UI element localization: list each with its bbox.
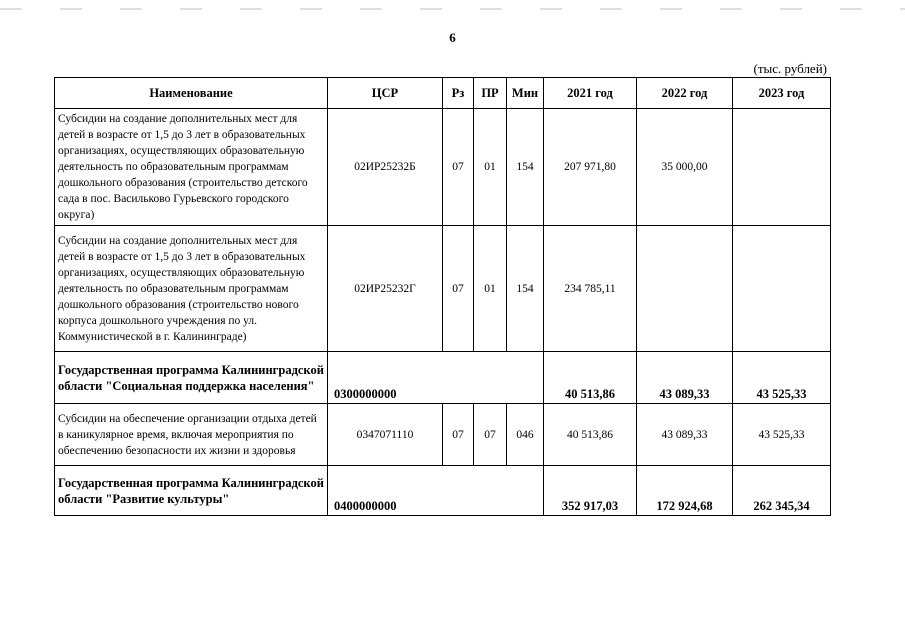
program-2022: 43 089,33 (637, 352, 733, 404)
row-pr: 01 (474, 109, 507, 226)
header-2022: 2022 год (637, 78, 733, 109)
row-2023: 43 525,33 (733, 404, 831, 466)
header-csr: ЦСР (328, 78, 443, 109)
row-pr: 07 (474, 404, 507, 466)
row-csr: 02ИР25232Г (328, 226, 443, 352)
header-min: Мин (507, 78, 544, 109)
program-2021: 352 917,03 (544, 466, 637, 516)
table-row (55, 226, 831, 352)
row-2023 (733, 226, 831, 352)
row-2022: 43 089,33 (637, 404, 733, 466)
program-name: Государственная программа Калининградской области "Социальная поддержка населения" (55, 352, 328, 404)
units-label: (тыс. рублей) (753, 61, 827, 76)
row-rz: 07 (443, 109, 474, 226)
scan-artifact (0, 8, 905, 10)
header-2021: 2021 год (544, 78, 637, 109)
row-2022 (637, 226, 733, 352)
header-rz: Рз (443, 78, 474, 109)
table-row (55, 404, 831, 466)
program-2023: 262 345,34 (733, 466, 831, 516)
row-rz: 07 (443, 226, 474, 352)
program-row (55, 466, 831, 516)
row-2021: 234 785,11 (544, 226, 637, 352)
row-2021: 207 971,80 (544, 109, 637, 226)
program-name: Государственная программа Калининградской области "Развитие культуры" (55, 466, 328, 516)
header-2023: 2023 год (733, 78, 831, 109)
table-row (55, 109, 831, 226)
row-name: Субсидии на обеспечение организации отдыха детей в каникулярное время, включая мероприятия по обеспечению безопасности их жизни и здоровья (55, 404, 328, 466)
row-2023 (733, 109, 831, 226)
header-pr: ПР (474, 78, 507, 109)
row-name: Субсидии на создание дополнительных мест для детей в возрасте от 1,5 до 3 лет в образовательных организациях, осуществляющих образовательную деятельность по образовательным программам дошкольного образования (строительство нового корпуса дошкольного учреждения по ул. Коммунистической в г. Калининграде) (55, 226, 328, 352)
row-csr: 02ИР25232Б (328, 109, 443, 226)
program-code: 0400000000 (328, 466, 544, 516)
row-rz: 07 (443, 404, 474, 466)
header-name: Наименование (55, 78, 328, 109)
row-min: 046 (507, 404, 544, 466)
page-number: 6 (449, 30, 456, 45)
row-2021: 40 513,86 (544, 404, 637, 466)
program-row (55, 352, 831, 404)
table-header-row (55, 78, 831, 109)
row-pr: 01 (474, 226, 507, 352)
program-2023: 43 525,33 (733, 352, 831, 404)
program-2022: 172 924,68 (637, 466, 733, 516)
row-min: 154 (507, 109, 544, 226)
row-csr: 0347071110 (328, 404, 443, 466)
budget-table (54, 77, 831, 516)
program-code: 0300000000 (328, 352, 544, 404)
row-min: 154 (507, 226, 544, 352)
program-2021: 40 513,86 (544, 352, 637, 404)
row-name: Субсидии на создание дополнительных мест для детей в возрасте от 1,5 до 3 лет в образовательных организациях, осуществляющих образовательную деятельность по образовательным программам дошкольного образования (строительство детского сада в пос. Васильково Гурьевского городского округа) (55, 109, 328, 226)
row-2022: 35 000,00 (637, 109, 733, 226)
